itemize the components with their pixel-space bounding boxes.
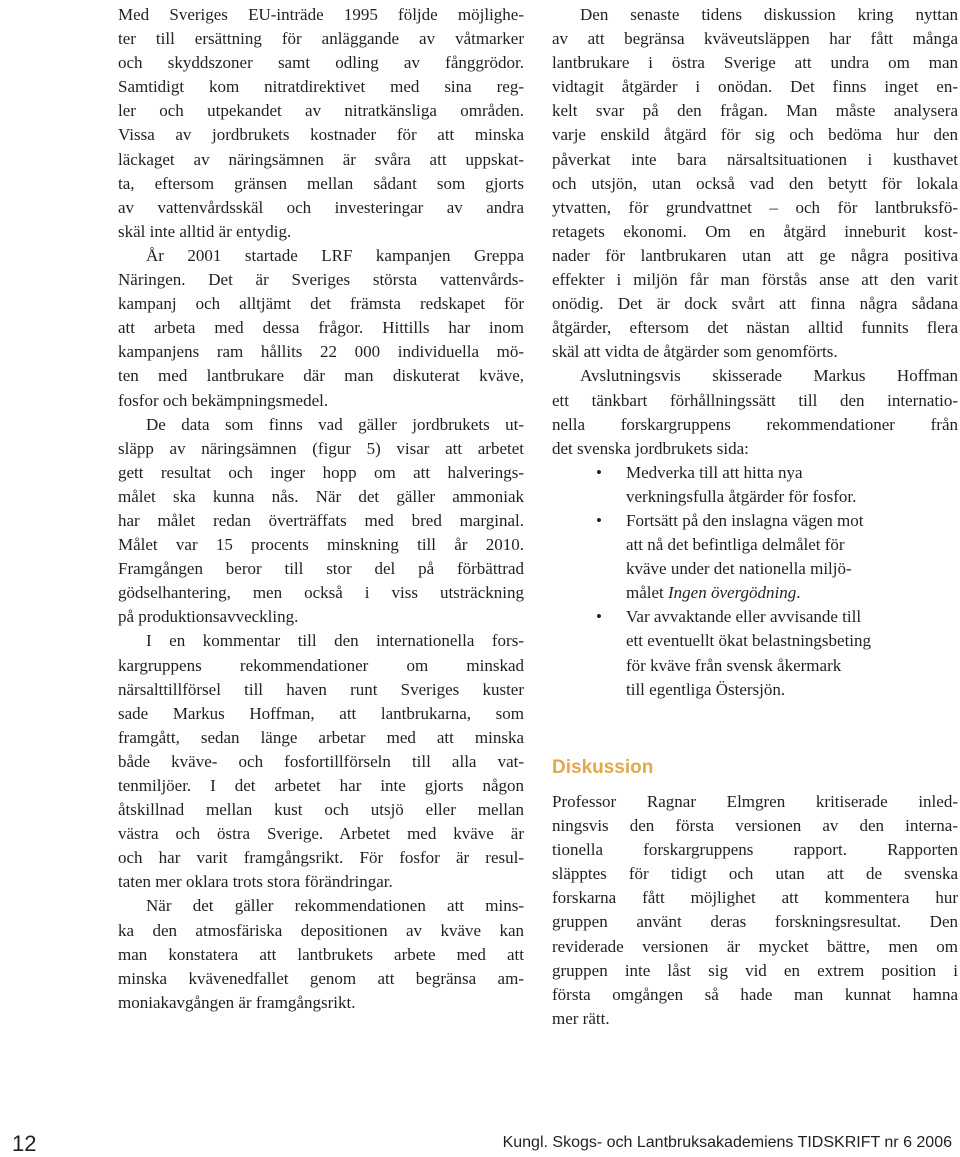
text-line: av vattenvårdsskäl och investeringar av andra bbox=[118, 197, 524, 217]
text-line: ningsvis den första versionen av den interna- bbox=[552, 816, 958, 836]
text-line: både kväve- och fosfortillförseln till alla vat- bbox=[118, 751, 524, 771]
text-line: verkningsfulla åtgärder för fosfor. bbox=[626, 486, 857, 506]
text-line: Vissa av jordbrukets kostnader för att minska bbox=[118, 125, 524, 145]
text-line: skäl inte alltid är entydig. bbox=[118, 221, 292, 241]
text-line: att arbeta med dessa frågor. Hittills har inom bbox=[118, 318, 524, 338]
text-line: släpp av näringsämnen (figur 5) visar att arbetet bbox=[118, 438, 524, 458]
text-line: taten mer oklara trots stora förändringar. bbox=[118, 872, 393, 892]
text-line: fosfor och bekämpningsmedel. bbox=[118, 390, 329, 410]
text-line: kargruppens rekommendationer om minskad bbox=[118, 655, 524, 675]
text-line: reviderade versionen är mycket bättre, men om bbox=[552, 936, 958, 956]
paragraph bbox=[552, 3, 958, 364]
text-line: I en kommentar till den internationella fors- bbox=[146, 631, 524, 651]
text-line: mer rätt. bbox=[552, 1008, 610, 1028]
text-line: Med Sveriges EU-inträde 1995 följde möjlighe- bbox=[118, 5, 524, 24]
paragraph bbox=[118, 3, 524, 244]
paragraph bbox=[552, 790, 958, 1031]
list-item bbox=[552, 605, 958, 701]
text-line: ler och utpekandet av nitratkänsliga områden. bbox=[118, 101, 524, 121]
text-line: Professor Ragnar Elmgren kritiserade inled- bbox=[552, 792, 958, 811]
text-line: har målet redan överträffats med bred marginal. bbox=[118, 510, 524, 530]
text-line: minska kvävenedfallet genom att begränsa am- bbox=[118, 968, 524, 988]
text-line: Fortsätt på den inslagna vägen mot bbox=[626, 510, 864, 530]
text-line: gödselhantering, men också i viss utsträckning bbox=[118, 583, 524, 603]
text-line: på produktionsavveckling. bbox=[118, 607, 299, 627]
right-column bbox=[552, 3, 958, 702]
text-line: nella forskargruppens rekommendationer från bbox=[552, 414, 958, 434]
text-line: ta, eftersom gränsen mellan sådant som gjorts bbox=[118, 173, 524, 193]
text-line: moniakavgången är framgångsrikt. bbox=[118, 992, 356, 1012]
text-line: Medverka till att hitta nya bbox=[626, 462, 803, 482]
text-line: ka den atmosfäriska depositionen av kväve kan bbox=[118, 920, 524, 940]
text-line: tionella forskargruppens rapport. Rapporten bbox=[552, 840, 958, 860]
text-line: framgått, sedan länge arbetar med att minska bbox=[118, 727, 524, 747]
text-line: och utsjön, utan också vad den betytt för lokala bbox=[552, 173, 958, 193]
text-line: Avslutningsvis skisserade Markus Hoffman bbox=[580, 366, 958, 386]
text-line: för kväve från svensk åkermark bbox=[626, 655, 842, 675]
text-line: nader för lantbrukaren utan att ge några positiva bbox=[552, 245, 958, 265]
page-number: 12 bbox=[12, 1131, 37, 1156]
discussion-column bbox=[552, 790, 958, 1031]
text-line: onödig. Det är dock svårt att finna några sådana bbox=[552, 294, 958, 314]
text-line: kampanjens ram hållits 22 000 individuella mö- bbox=[118, 342, 524, 362]
text-line: forskarna fått möjlighet att kommentera hur bbox=[552, 888, 958, 908]
text-line: ter till ersättning för anläggande av våtmarker bbox=[118, 29, 524, 49]
text-line: effekter i miljön får man förstås anse att den varit bbox=[552, 270, 958, 290]
text-line: ett tänkbart förhållningssätt till den internatio- bbox=[552, 390, 958, 410]
text-line: målet Ingen övergödning. bbox=[626, 583, 801, 603]
text-line: De data som finns vad gäller jordbrukets ut- bbox=[146, 414, 524, 434]
paragraph bbox=[118, 894, 524, 1014]
text-line: gruppen använt deras forskningsresultat. Den bbox=[552, 912, 958, 932]
text-line: Samtidigt kom nitratdirektivet med sina reg- bbox=[118, 77, 524, 97]
text-line: Näringen. Det är Sveriges största vattenvårds- bbox=[118, 270, 524, 290]
paragraph bbox=[118, 629, 524, 894]
paragraph bbox=[118, 413, 524, 630]
text-line: gett resultat och inger hopp om att halverings- bbox=[118, 462, 524, 482]
bullet-icon: • bbox=[596, 607, 602, 627]
text-line: retagets ekonomi. Om en åtgärd inneburit kost- bbox=[552, 221, 958, 241]
text-line: gruppen inte låst sig vid en extrem position i bbox=[552, 960, 958, 980]
text-line: varje enskild åtgärd för sig och bedöma hur den bbox=[552, 125, 958, 145]
section-heading: Diskussion bbox=[552, 757, 654, 778]
text-line: första omgången så hade man kunnat hamna bbox=[552, 984, 958, 1004]
text-line: kelt svar på den frågan. Man måste analysera bbox=[552, 101, 958, 121]
text-line: skäl att vidta de åtgärder som genomförts. bbox=[552, 342, 838, 362]
text-line: närsalttillförsel till haven runt Sveriges kuster bbox=[118, 679, 524, 699]
bullet-icon: • bbox=[596, 462, 602, 482]
text-line: västra och östra Sverige. Arbetet med kväve är bbox=[118, 824, 524, 844]
text-line: åtgärder, eftersom det nästan alltid funnits flera bbox=[552, 318, 958, 338]
text-line: tenmiljöer. I det arbetet har inte gjorts någon bbox=[118, 776, 524, 795]
text-line: ytvatten, för grundvattnet – och för lantbruksfö- bbox=[552, 197, 958, 217]
text-line: ten med lantbrukare där man diskuterat kväve, bbox=[118, 366, 524, 386]
journal-footer: Kungl. Skogs- och Lantbruksakademiens TIDSKRIFT nr 6 2006 bbox=[502, 1134, 952, 1151]
text-line: Den senaste tidens diskussion kring nyttan bbox=[580, 5, 958, 24]
text-line: påverkat inte bara närsaltsituationen i kusthavet bbox=[552, 149, 958, 169]
text-line: av att begränsa kväveutsläppen har fått många bbox=[552, 29, 958, 49]
text-line: År 2001 startade LRF kampanjen Greppa bbox=[146, 245, 524, 265]
paragraph bbox=[552, 364, 958, 460]
text-line: och har varit framgångsrikt. För fosfor är resul- bbox=[118, 848, 524, 868]
text-line: läckaget av näringsämnen är svåra att uppskat- bbox=[118, 149, 524, 169]
text-line: ett eventuellt ökat belastningsbeting bbox=[626, 631, 872, 651]
text-line: och skyddszoner samt odling av fånggrödor. bbox=[118, 53, 524, 73]
text-line: till egentliga Östersjön. bbox=[626, 679, 786, 699]
recommendation-list bbox=[552, 461, 958, 702]
text-line: kväve under det nationella miljö- bbox=[626, 559, 852, 579]
list-item bbox=[552, 461, 958, 509]
text-line: släpptes för tidigt och utan att de svenska bbox=[552, 864, 958, 884]
bullet-icon: • bbox=[596, 510, 602, 530]
text-line: åtskillnad mellan kust och utsjö eller mellan bbox=[118, 800, 524, 820]
italic-title: Ingen övergödning bbox=[668, 583, 797, 603]
list-item bbox=[552, 509, 958, 605]
text-line: Målet var 15 procents minskning till år 2010. bbox=[118, 535, 524, 555]
text-line: att nå det befintliga delmålet för bbox=[626, 535, 845, 555]
text-line: sade Markus Hoffman, att lantbrukarna, som bbox=[118, 703, 524, 723]
text-line: lantbrukare i östra Sverige att undra om man bbox=[552, 53, 958, 73]
text-line: det svenska jordbrukets sida: bbox=[552, 438, 749, 458]
paragraph bbox=[118, 244, 524, 413]
text-line: kampanj och alltjämt det främsta redskapet för bbox=[118, 294, 524, 314]
text-line: Var avvaktande eller avvisande till bbox=[626, 607, 862, 627]
text-line: När det gäller rekommendationen att mins- bbox=[146, 896, 524, 916]
text-line: Framgången beror till stor del på förbättrad bbox=[118, 559, 524, 579]
text-line: målet ska kunna nås. När det gäller ammoniak bbox=[118, 486, 524, 506]
text-line: vidtagit åtgärder i onödan. Det finns inget en- bbox=[552, 77, 958, 97]
left-column bbox=[118, 3, 524, 1015]
text-line: man konstatera att lantbrukets arbete med att bbox=[118, 944, 524, 964]
